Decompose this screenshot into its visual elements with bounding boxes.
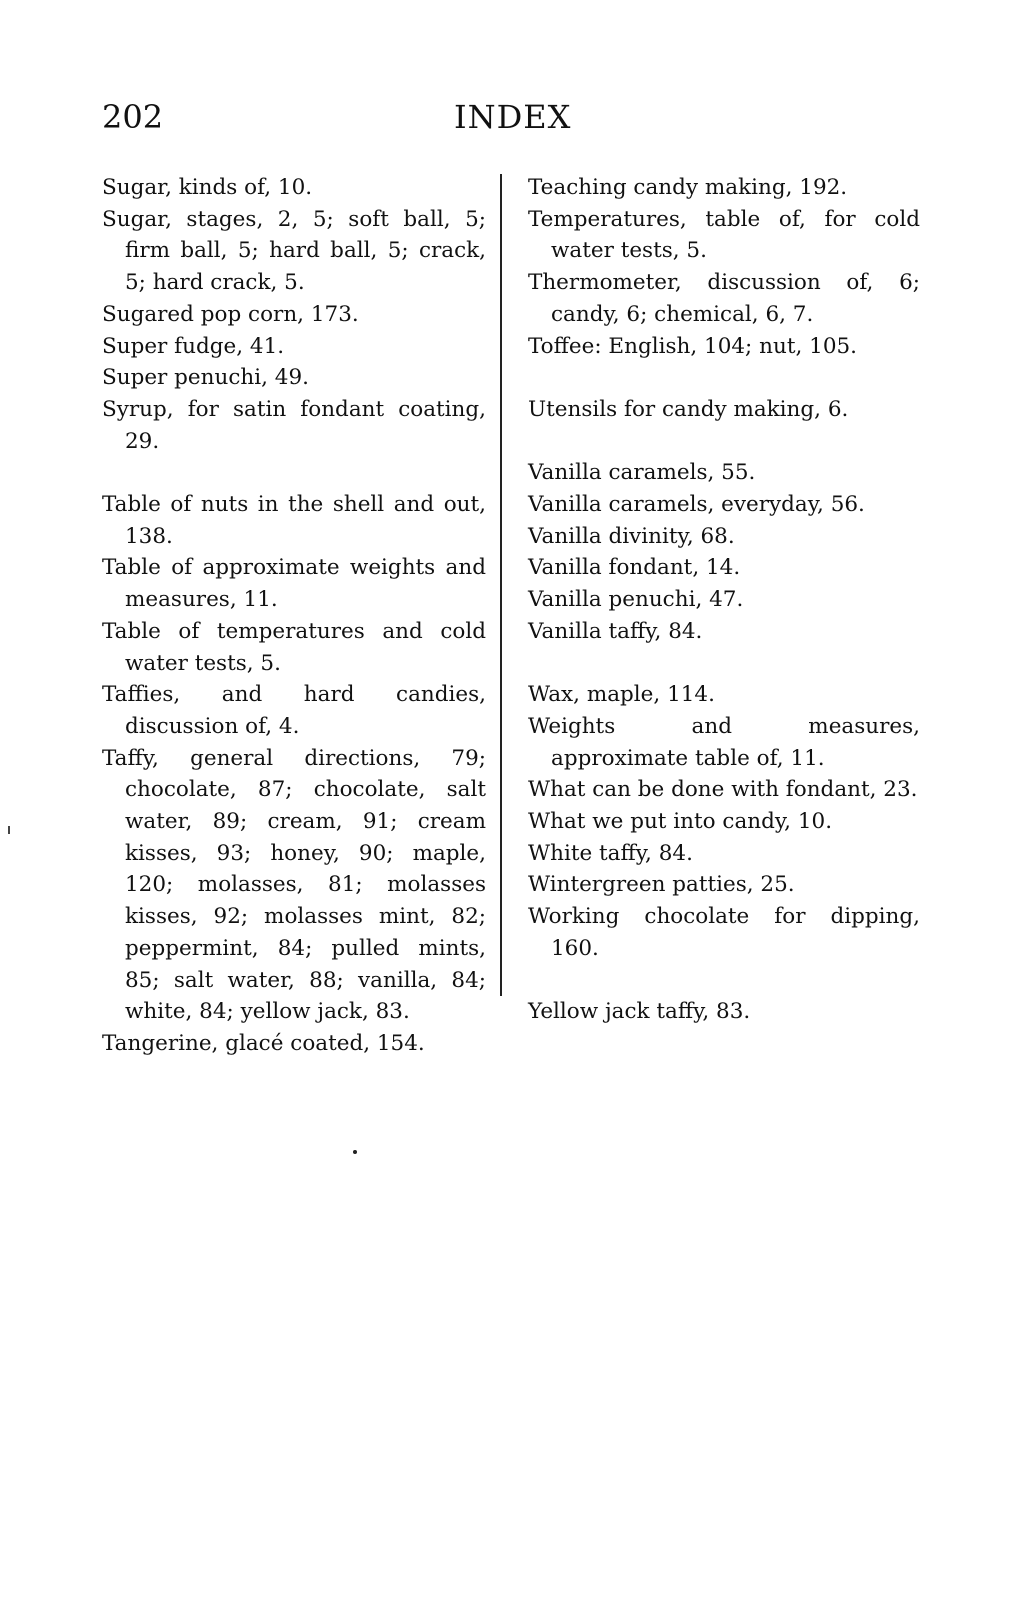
index-entry: Wintergreen patties, 25. bbox=[528, 872, 795, 898]
index-entry: Sugared pop corn, 173. bbox=[102, 301, 359, 327]
index-entry: Vanilla fondant, 14. bbox=[528, 555, 741, 581]
margin-tick-mark bbox=[8, 826, 10, 834]
index-entry: Table of temperatures and cold water tests, 5. bbox=[102, 618, 486, 676]
index-entry: Taffies, and hard candies, discussion of, 4. bbox=[102, 682, 486, 739]
index-entry: Vanilla taffy, 84. bbox=[528, 618, 703, 644]
right-column bbox=[528, 172, 920, 1028]
left-column bbox=[102, 172, 486, 1060]
index-entry: What we put into candy, 10. bbox=[528, 809, 833, 835]
index-entry: Super fudge, 41. bbox=[102, 333, 285, 359]
index-entry: Super penuchi, 49. bbox=[102, 365, 309, 391]
index-entry: Vanilla caramels, 55. bbox=[528, 460, 756, 486]
column-divider bbox=[500, 174, 502, 996]
index-entry: Working chocolate for dipping, 160. bbox=[528, 904, 920, 961]
index-entry: Vanilla penuchi, 47. bbox=[528, 587, 744, 613]
section-gap bbox=[528, 426, 920, 458]
index-entry: Toffee: English, 104; nut, 105. bbox=[528, 333, 858, 359]
index-entry: Syrup, for satin fondant coating, 29. bbox=[102, 396, 486, 454]
index-entry: Table of nuts in the shell and out, 138. bbox=[102, 492, 486, 549]
index-entry: Tangerine, glacé coated, 154. bbox=[102, 1030, 425, 1056]
section-gap bbox=[528, 648, 920, 680]
index-entry: Temperatures, table of, for cold water tests, 5. bbox=[528, 206, 920, 264]
index-entry: Vanilla caramels, everyday, 56. bbox=[528, 492, 865, 517]
index-entry: Vanilla divinity, 68. bbox=[528, 523, 735, 549]
index-entry: Utensils for candy making, 6. bbox=[528, 396, 849, 422]
index-entry: White taffy, 84. bbox=[528, 840, 693, 866]
index-entry: What can be done with fondant, 23. bbox=[528, 777, 918, 803]
index-entry: Sugar, kinds of, 10. bbox=[102, 175, 313, 200]
page-number: 202 bbox=[102, 98, 164, 136]
index-entry: Weights and measures, approximate table of, 11. bbox=[528, 713, 920, 771]
index-entry: Wax, maple, 114. bbox=[528, 682, 715, 708]
stray-dot-mark bbox=[353, 1150, 357, 1154]
index-entry: Table of approximate weights and measures, 11. bbox=[102, 555, 486, 613]
section-gap bbox=[528, 362, 920, 394]
index-entry: Sugar, stages, 2, 5; soft ball, 5; firm ball, 5; hard ball, 5; crack, 5; hard crack, 5. bbox=[102, 206, 486, 296]
section-gap bbox=[102, 457, 486, 489]
index-entry: Teaching candy making, 192. bbox=[528, 175, 848, 200]
section-gap bbox=[528, 965, 920, 997]
page-title: INDEX bbox=[454, 98, 572, 136]
index-entry: Yellow jack taffy, 83. bbox=[528, 999, 751, 1025]
index-entry: Taffy, general directions, 79; chocolate, 87; chocolate, salt water, 89; cream, 91; cream kisses, 93; honey, 90; maple, 120; molasses, 81; molasses kisses, 92; molasses mint, 82; peppermint, 84; pulled mints, 85; salt water, 88; vanilla, 84; white, 84; yellow jack, 83. bbox=[102, 745, 486, 1025]
index-entry: Thermometer, discussion of, 6; candy, 6; chemical, 6, 7. bbox=[528, 270, 920, 327]
